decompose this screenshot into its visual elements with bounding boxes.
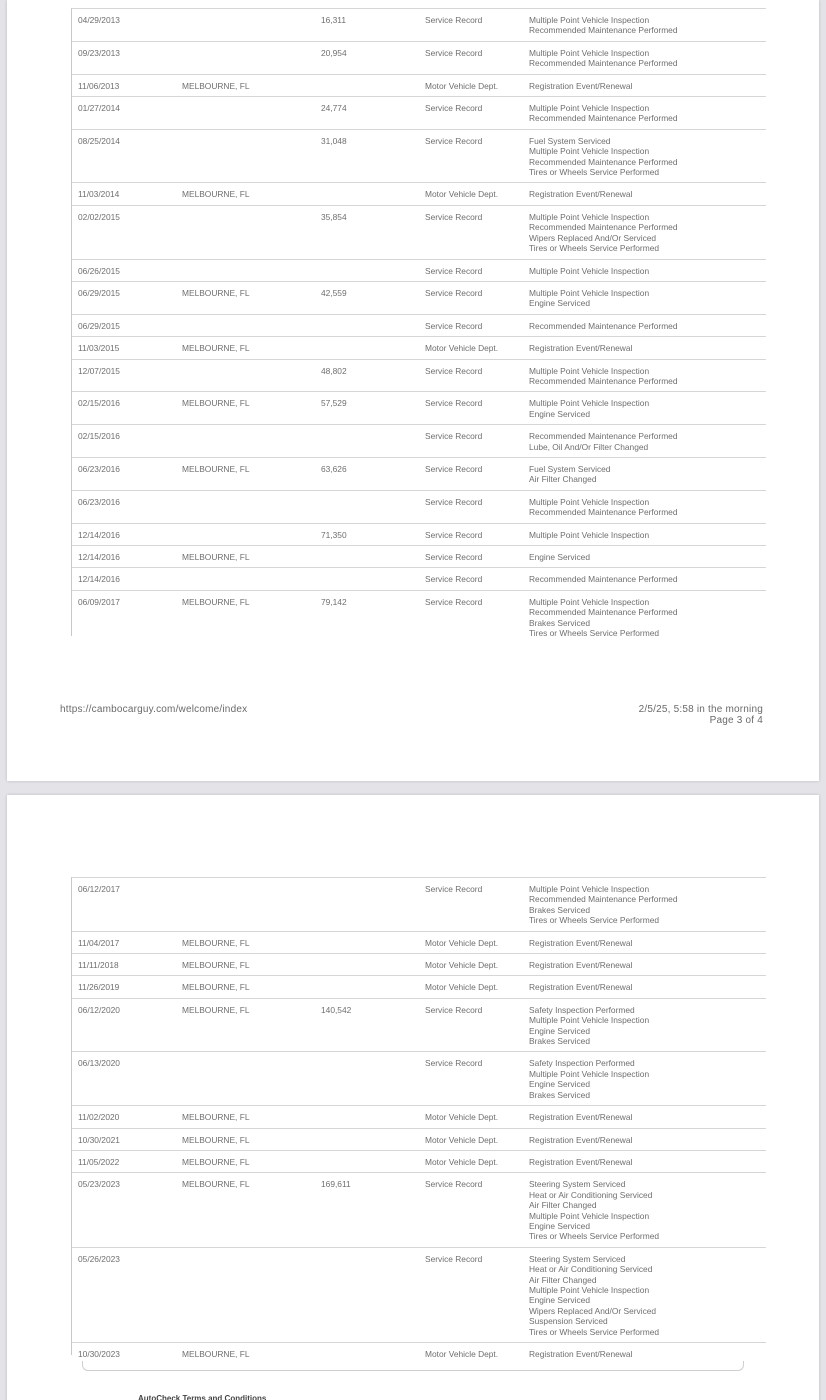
row-details bbox=[529, 464, 766, 485]
row-date: 11/11/2018 bbox=[78, 960, 119, 971]
detail-line: Multiple Point Vehicle Inspection bbox=[529, 211, 650, 222]
row-details bbox=[529, 366, 766, 387]
detail-line: Registration Event/Renewal bbox=[529, 343, 633, 354]
table-row bbox=[72, 524, 766, 546]
row-date: 01/27/2014 bbox=[78, 103, 120, 114]
detail-line: Multiple Point Vehicle Inspection bbox=[529, 47, 650, 58]
row-details bbox=[529, 1157, 766, 1167]
detail-line: Engine Serviced bbox=[529, 552, 590, 562]
table-row bbox=[72, 282, 766, 315]
detail-line: Engine Serviced bbox=[529, 298, 590, 309]
table-row bbox=[72, 42, 766, 75]
detail-line: Recommended Maintenance Performed bbox=[529, 58, 678, 69]
row-details bbox=[529, 103, 766, 124]
row-source: Service Record bbox=[425, 431, 483, 442]
row-details bbox=[529, 574, 766, 584]
detail-line: Recommended Maintenance Performed bbox=[529, 507, 678, 518]
row-date: 06/23/2016 bbox=[78, 463, 120, 474]
detail-line: Registration Event/Renewal bbox=[529, 1134, 633, 1145]
row-date: 11/03/2015 bbox=[78, 343, 120, 354]
row-source: Service Record bbox=[425, 135, 483, 146]
table-row bbox=[72, 97, 766, 130]
row-details bbox=[529, 1005, 766, 1047]
row-location: MELBOURNE, FL bbox=[182, 189, 250, 200]
detail-line: Heat or Air Conditioning Serviced bbox=[529, 1264, 653, 1275]
row-date: 11/02/2020 bbox=[78, 1112, 120, 1123]
detail-line: Multiple Point Vehicle Inspection bbox=[529, 15, 650, 25]
table-row bbox=[72, 315, 766, 337]
row-location: MELBOURNE, FL bbox=[182, 287, 250, 298]
detail-line: Multiple Point Vehicle Inspection bbox=[529, 884, 650, 894]
row-details bbox=[529, 189, 766, 199]
row-source: Service Record bbox=[425, 463, 483, 474]
row-source: Service Record bbox=[425, 884, 483, 894]
vehicle-history-table-continued bbox=[71, 877, 766, 1359]
row-details bbox=[529, 497, 766, 518]
row-date: 02/15/2016 bbox=[78, 431, 120, 442]
row-source: Motor Vehicle Dept. bbox=[425, 80, 499, 91]
row-location: MELBOURNE, FL bbox=[182, 1134, 250, 1145]
row-source: Service Record bbox=[425, 574, 483, 585]
detail-line: Brakes Serviced bbox=[529, 617, 590, 628]
detail-line: Fuel System Serviced bbox=[529, 463, 611, 474]
detail-line: Recommended Maintenance Performed bbox=[529, 607, 678, 618]
row-source: Service Record bbox=[425, 1058, 483, 1069]
row-source: Motor Vehicle Dept. bbox=[425, 1112, 499, 1123]
detail-line: Brakes Serviced bbox=[529, 1036, 590, 1047]
table-row bbox=[72, 546, 766, 568]
row-source: Service Record bbox=[425, 552, 483, 562]
detail-line: Recommended Maintenance Performed bbox=[529, 375, 678, 386]
row-source: Motor Vehicle Dept. bbox=[425, 189, 499, 200]
detail-line: Engine Serviced bbox=[529, 1079, 590, 1090]
detail-line: Recommended Maintenance Performed bbox=[529, 113, 678, 124]
row-odometer: 169,611 bbox=[321, 1179, 351, 1190]
footer-page-number: Page 3 of 4 bbox=[709, 715, 763, 726]
row-odometer: 48,802 bbox=[321, 365, 347, 376]
detail-line: Multiple Point Vehicle Inspection bbox=[529, 398, 650, 409]
detail-line: Registration Event/Renewal bbox=[529, 982, 633, 993]
row-date: 11/04/2017 bbox=[78, 937, 120, 948]
row-date: 11/03/2014 bbox=[78, 189, 120, 200]
table-row bbox=[72, 1173, 766, 1247]
detail-line: Multiple Point Vehicle Inspection bbox=[529, 596, 650, 607]
row-details bbox=[529, 1349, 766, 1359]
detail-line: Fuel System Serviced bbox=[529, 135, 611, 146]
vehicle-history-table bbox=[71, 8, 766, 639]
detail-line: Registration Event/Renewal bbox=[529, 960, 633, 971]
row-source: Motor Vehicle Dept. bbox=[425, 982, 499, 993]
table-row bbox=[72, 591, 766, 644]
row-date: 12/07/2015 bbox=[78, 365, 120, 376]
row-date: 06/12/2020 bbox=[78, 1004, 120, 1015]
table-row bbox=[72, 337, 766, 359]
detail-line: Recommended Maintenance Performed bbox=[529, 894, 678, 905]
detail-line: Multiple Point Vehicle Inspection bbox=[529, 1015, 650, 1026]
footer-meta bbox=[639, 704, 763, 726]
row-location: MELBOURNE, FL bbox=[182, 596, 250, 607]
row-odometer: 20,954 bbox=[321, 47, 347, 58]
row-date: 05/26/2023 bbox=[78, 1253, 120, 1264]
row-odometer: 16,311 bbox=[321, 15, 346, 25]
row-source: Service Record bbox=[425, 320, 483, 331]
detail-line: Air Filter Changed bbox=[529, 1200, 597, 1211]
detail-line: Wipers Replaced And/Or Serviced bbox=[529, 232, 657, 243]
row-source: Service Record bbox=[425, 496, 483, 507]
detail-line: Safety Inspection Performed bbox=[529, 1004, 635, 1015]
row-location: MELBOURNE, FL bbox=[182, 398, 250, 409]
row-details bbox=[529, 81, 766, 91]
detail-line: Heat or Air Conditioning Serviced bbox=[529, 1189, 653, 1200]
row-details bbox=[529, 321, 766, 331]
row-details bbox=[529, 982, 766, 992]
row-date: 12/14/2016 bbox=[78, 529, 120, 540]
table-row bbox=[72, 1151, 766, 1173]
row-details bbox=[529, 960, 766, 970]
detail-line: Recommended Maintenance Performed bbox=[529, 320, 678, 331]
row-odometer: 42,559 bbox=[321, 287, 347, 298]
detail-line: Recommended Maintenance Performed bbox=[529, 25, 678, 36]
row-source: Motor Vehicle Dept. bbox=[425, 1156, 499, 1167]
row-details bbox=[529, 212, 766, 254]
table-row bbox=[72, 954, 766, 976]
detail-line: Recommended Maintenance Performed bbox=[529, 156, 678, 167]
detail-line: Tires or Wheels Service Performed bbox=[529, 628, 660, 639]
row-source: Service Record bbox=[425, 211, 483, 222]
detail-line: Registration Event/Renewal bbox=[529, 937, 633, 948]
detail-line: Steering System Serviced bbox=[529, 1253, 626, 1264]
row-odometer: 63,626 bbox=[321, 463, 347, 474]
table-row bbox=[72, 932, 766, 954]
detail-line: Multiple Point Vehicle Inspection bbox=[529, 265, 650, 276]
row-date: 06/29/2015 bbox=[78, 287, 120, 298]
row-odometer: 71,350 bbox=[321, 529, 347, 540]
row-date: 08/25/2014 bbox=[78, 135, 120, 146]
row-odometer: 24,774 bbox=[321, 103, 347, 114]
row-source: Service Record bbox=[425, 15, 483, 25]
detail-line: Registration Event/Renewal bbox=[529, 1112, 633, 1123]
detail-line: Multiple Point Vehicle Inspection bbox=[529, 287, 650, 298]
row-details bbox=[529, 1112, 766, 1122]
row-source: Service Record bbox=[425, 398, 483, 409]
row-location: MELBOURNE, FL bbox=[182, 1004, 250, 1015]
row-source: Service Record bbox=[425, 596, 483, 607]
pdf-page-4 bbox=[7, 795, 819, 1400]
row-details bbox=[529, 884, 766, 926]
detail-line: Wipers Replaced And/Or Serviced bbox=[529, 1305, 657, 1316]
row-date: 02/15/2016 bbox=[78, 398, 120, 409]
row-details bbox=[529, 343, 766, 353]
row-location: MELBOURNE, FL bbox=[182, 982, 250, 993]
row-source: Motor Vehicle Dept. bbox=[425, 960, 499, 971]
detail-line: Registration Event/Renewal bbox=[529, 80, 633, 91]
row-odometer: 140,542 bbox=[321, 1004, 352, 1015]
row-details bbox=[529, 530, 766, 540]
row-details bbox=[529, 938, 766, 948]
table-row bbox=[72, 360, 766, 393]
detail-line: Multiple Point Vehicle Inspection bbox=[529, 1210, 650, 1221]
row-location: MELBOURNE, FL bbox=[182, 960, 250, 971]
row-date: 11/06/2013 bbox=[78, 80, 120, 91]
detail-line: Engine Serviced bbox=[529, 1025, 590, 1036]
row-date: 12/14/2016 bbox=[78, 552, 120, 562]
row-details bbox=[529, 266, 766, 276]
pdf-page-3 bbox=[7, 0, 819, 781]
footer-datetime: 2/5/25, 5:58 in the morning bbox=[638, 704, 763, 715]
table-row bbox=[72, 878, 766, 932]
row-date: 10/30/2021 bbox=[78, 1134, 120, 1145]
table-row bbox=[72, 206, 766, 260]
table-row bbox=[72, 491, 766, 524]
row-source: Service Record bbox=[425, 1179, 483, 1190]
row-date: 09/23/2013 bbox=[78, 47, 120, 58]
table-row bbox=[72, 1248, 766, 1343]
row-source: Service Record bbox=[425, 47, 483, 58]
detail-line: Multiple Point Vehicle Inspection bbox=[529, 1284, 650, 1295]
detail-line: Lube, Oil And/Or Filter Changed bbox=[529, 441, 649, 452]
detail-line: Tires or Wheels Service Performed bbox=[529, 167, 660, 178]
detail-line: Tires or Wheels Service Performed bbox=[529, 1231, 660, 1242]
row-odometer: 31,048 bbox=[321, 135, 347, 146]
detail-line: Multiple Point Vehicle Inspection bbox=[529, 1068, 650, 1079]
detail-line: Engine Serviced bbox=[529, 408, 590, 419]
row-details bbox=[529, 15, 766, 36]
detail-line: Recommended Maintenance Performed bbox=[529, 222, 678, 233]
row-source: Motor Vehicle Dept. bbox=[425, 1349, 499, 1359]
table-bottom-bracket bbox=[82, 1361, 744, 1371]
detail-line: Multiple Point Vehicle Inspection bbox=[529, 529, 650, 540]
detail-line: Steering System Serviced bbox=[529, 1179, 626, 1190]
detail-line: Multiple Point Vehicle Inspection bbox=[529, 103, 650, 114]
terms-heading: AutoCheck Terms and Conditions bbox=[138, 1394, 267, 1400]
row-location: MELBOURNE, FL bbox=[182, 1349, 250, 1359]
row-source: Service Record bbox=[425, 1253, 483, 1264]
detail-line: Tires or Wheels Service Performed bbox=[529, 1326, 660, 1337]
row-details bbox=[529, 398, 766, 419]
row-location: MELBOURNE, FL bbox=[182, 463, 250, 474]
detail-line: Registration Event/Renewal bbox=[529, 1156, 633, 1167]
row-source: Service Record bbox=[425, 265, 483, 276]
row-date: 06/23/2016 bbox=[78, 496, 120, 507]
detail-line: Registration Event/Renewal bbox=[529, 1349, 633, 1359]
table-row bbox=[72, 9, 766, 42]
row-location: MELBOURNE, FL bbox=[182, 80, 250, 91]
row-source: Service Record bbox=[425, 529, 483, 540]
row-details bbox=[529, 288, 766, 309]
row-details bbox=[529, 48, 766, 69]
row-date: 12/14/2016 bbox=[78, 574, 120, 585]
detail-line: Safety Inspection Performed bbox=[529, 1058, 635, 1069]
detail-line: Engine Serviced bbox=[529, 1295, 590, 1306]
row-source: Motor Vehicle Dept. bbox=[425, 937, 499, 948]
detail-line: Tires or Wheels Service Performed bbox=[529, 915, 660, 926]
row-source: Motor Vehicle Dept. bbox=[425, 1134, 499, 1145]
row-date: 06/09/2017 bbox=[78, 596, 120, 607]
table-row bbox=[72, 75, 766, 97]
table-row bbox=[72, 976, 766, 998]
row-date: 05/23/2023 bbox=[78, 1179, 120, 1190]
row-location: MELBOURNE, FL bbox=[182, 1179, 250, 1190]
footer-url: https://cambocarguy.com/welcome/index bbox=[60, 704, 248, 715]
row-location: MELBOURNE, FL bbox=[182, 343, 250, 354]
detail-line: Air Filter Changed bbox=[529, 474, 597, 485]
row-date: 06/26/2015 bbox=[78, 265, 120, 276]
row-date: 06/12/2017 bbox=[78, 884, 120, 894]
table-row bbox=[72, 425, 766, 458]
detail-line: Tires or Wheels Service Performed bbox=[529, 243, 660, 254]
row-source: Service Record bbox=[425, 103, 483, 114]
detail-line: Registration Event/Renewal bbox=[529, 189, 633, 200]
row-date: 06/13/2020 bbox=[78, 1058, 120, 1069]
table-row bbox=[72, 260, 766, 282]
row-date: 04/29/2013 bbox=[78, 15, 120, 25]
row-date: 06/29/2015 bbox=[78, 320, 120, 331]
detail-line: Brakes Serviced bbox=[529, 1089, 590, 1100]
row-odometer: 35,854 bbox=[321, 211, 347, 222]
row-details bbox=[529, 431, 766, 452]
table-row bbox=[72, 999, 766, 1053]
row-source: Service Record bbox=[425, 365, 483, 376]
table-row bbox=[72, 183, 766, 205]
table-row bbox=[72, 1129, 766, 1151]
row-location: MELBOURNE, FL bbox=[182, 937, 250, 948]
row-date: 10/30/2023 bbox=[78, 1349, 120, 1359]
row-details bbox=[529, 136, 766, 178]
detail-line: Brakes Serviced bbox=[529, 904, 590, 915]
row-source: Service Record bbox=[425, 287, 483, 298]
row-odometer: 57,529 bbox=[321, 398, 347, 409]
row-location: MELBOURNE, FL bbox=[182, 552, 250, 562]
row-odometer: 79,142 bbox=[321, 596, 347, 607]
row-details bbox=[529, 597, 766, 639]
row-details bbox=[529, 1254, 766, 1337]
table-row bbox=[72, 130, 766, 184]
detail-line: Multiple Point Vehicle Inspection bbox=[529, 146, 650, 157]
detail-line: Engine Serviced bbox=[529, 1220, 590, 1231]
row-source: Service Record bbox=[425, 1004, 483, 1015]
table-row bbox=[72, 568, 766, 590]
row-date: 11/26/2019 bbox=[78, 982, 120, 993]
detail-line: Suspension Serviced bbox=[529, 1316, 608, 1327]
row-date: 11/05/2022 bbox=[78, 1156, 120, 1167]
table-row bbox=[72, 458, 766, 491]
row-details bbox=[529, 1058, 766, 1100]
detail-line: Air Filter Changed bbox=[529, 1274, 597, 1285]
detail-line: Multiple Point Vehicle Inspection bbox=[529, 365, 650, 376]
row-details bbox=[529, 1135, 766, 1145]
row-details bbox=[529, 552, 766, 562]
table-row bbox=[72, 392, 766, 425]
detail-line: Recommended Maintenance Performed bbox=[529, 431, 678, 442]
row-date: 02/02/2015 bbox=[78, 211, 120, 222]
row-location: MELBOURNE, FL bbox=[182, 1156, 250, 1167]
detail-line: Recommended Maintenance Performed bbox=[529, 574, 678, 585]
row-details bbox=[529, 1179, 766, 1241]
detail-line: Multiple Point Vehicle Inspection bbox=[529, 496, 650, 507]
row-source: Motor Vehicle Dept. bbox=[425, 343, 499, 354]
table-row bbox=[72, 1106, 766, 1128]
row-location: MELBOURNE, FL bbox=[182, 1112, 250, 1123]
table-row bbox=[72, 1052, 766, 1106]
